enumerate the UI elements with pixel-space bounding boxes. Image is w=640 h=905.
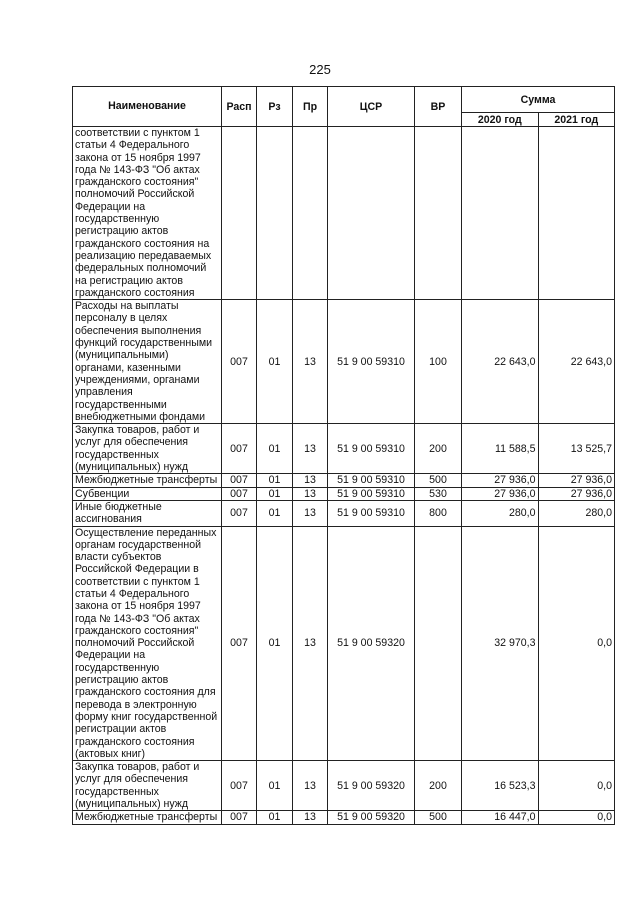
row-rasp: 007: [222, 811, 257, 824]
row-vr: 500: [415, 811, 462, 824]
row-csr: [328, 127, 415, 300]
header-csr: ЦСР: [328, 87, 415, 127]
row-sum-2021: 280,0: [538, 500, 615, 526]
row-sum-2021: 0,0: [538, 526, 615, 761]
table-row: [73, 487, 615, 500]
row-sum-2020: [462, 127, 539, 300]
row-rz: 01: [257, 474, 293, 487]
row-name: Субвенции: [73, 487, 222, 500]
row-sum-2021: 0,0: [538, 811, 615, 824]
row-sum-2020: 16 523,3: [462, 761, 539, 811]
row-rasp: 007: [222, 761, 257, 811]
row-sum-2021: 0,0: [538, 761, 615, 811]
row-pr: 13: [293, 761, 328, 811]
row-rz: 01: [257, 811, 293, 824]
row-rz: 01: [257, 761, 293, 811]
row-name: Закупка товаров, работ и услуг для обеспечения государственных (муниципальных) нужд: [73, 424, 222, 474]
row-rz: 01: [257, 500, 293, 526]
row-sum-2021: 13 525,7: [538, 424, 615, 474]
row-csr: 51 9 00 59320: [328, 526, 415, 761]
row-rasp: 007: [222, 500, 257, 526]
row-rz: 01: [257, 300, 293, 424]
page-number: 225: [309, 62, 331, 77]
row-csr: 51 9 00 59310: [328, 487, 415, 500]
row-rasp: [222, 127, 257, 300]
table-row: [73, 761, 615, 811]
row-rz: 01: [257, 526, 293, 761]
header-name: Наименование: [73, 87, 222, 127]
row-name: соответствии с пунктом 1 статьи 4 Федерального закона от 15 ноября 1997 года № 143-ФЗ "Об актах гражданского состояния" полномочий Российской Федерации на государственную регистрацию актов гражданского состояния на реализацию передаваемых федеральных полномочий на регистрацию актов гражданского состояния: [73, 127, 222, 300]
row-pr: 13: [293, 474, 328, 487]
row-rz: 01: [257, 487, 293, 500]
row-name: Иные бюджетные ассигнования: [73, 500, 222, 526]
row-sum-2020: 22 643,0: [462, 300, 539, 424]
row-csr: 51 9 00 59310: [328, 300, 415, 424]
table-row: [73, 811, 615, 824]
row-vr: 500: [415, 474, 462, 487]
row-name: Межбюджетные трансферты: [73, 811, 222, 824]
budget-table: [72, 86, 615, 825]
row-vr: [415, 127, 462, 300]
row-sum-2021: 22 643,0: [538, 300, 615, 424]
header-year-2021: 2021 год: [538, 113, 615, 127]
row-pr: 13: [293, 811, 328, 824]
header-pr: Пр: [293, 87, 328, 127]
row-csr: 51 9 00 59310: [328, 474, 415, 487]
table-row: [73, 500, 615, 526]
row-pr: [293, 127, 328, 300]
row-pr: 13: [293, 487, 328, 500]
row-vr: [415, 526, 462, 761]
row-sum-2020: 280,0: [462, 500, 539, 526]
header-vr: ВР: [415, 87, 462, 127]
row-vr: 530: [415, 487, 462, 500]
row-sum-2021: 27 936,0: [538, 487, 615, 500]
row-rasp: 007: [222, 474, 257, 487]
row-rasp: 007: [222, 487, 257, 500]
row-name: Расходы на выплаты персоналу в целях обеспечения выполнения функций государственными (муниципальными) органами, казенными учреждениями, органами управления государственными внебюджетными фондами: [73, 300, 222, 424]
row-sum-2021: [538, 127, 615, 300]
table-header: [73, 87, 615, 127]
header-rz: Рз: [257, 87, 293, 127]
table-row: [73, 127, 615, 300]
row-vr: 200: [415, 761, 462, 811]
row-sum-2020: 27 936,0: [462, 487, 539, 500]
row-vr: 200: [415, 424, 462, 474]
row-name: Закупка товаров, работ и услуг для обеспечения государственных (муниципальных) нужд: [73, 761, 222, 811]
row-pr: 13: [293, 526, 328, 761]
row-sum-2020: 32 970,3: [462, 526, 539, 761]
row-rz: [257, 127, 293, 300]
row-csr: 51 9 00 59310: [328, 424, 415, 474]
row-csr: 51 9 00 59320: [328, 811, 415, 824]
row-pr: 13: [293, 424, 328, 474]
row-csr: 51 9 00 59320: [328, 761, 415, 811]
row-name: Осуществление переданных органам государственной власти субъектов Российской Федерации в соответствии с пунктом 1 статьи 4 Федерального закона от 15 ноября 1997 года № 143-ФЗ "Об актах гражданского состояния" полномочий Российской Федерации на государственную регистрацию актов гражданского состояния для перевода в электронную форму книг государственной регистрации актов гражданского состояния (актовых книг): [73, 526, 222, 761]
table-row: [73, 474, 615, 487]
header-sum: Сумма: [462, 87, 615, 113]
row-vr: 800: [415, 500, 462, 526]
row-sum-2020: 16 447,0: [462, 811, 539, 824]
table-row: [73, 424, 615, 474]
row-pr: 13: [293, 500, 328, 526]
table-row: [73, 300, 615, 424]
header-year-2020: 2020 год: [462, 113, 539, 127]
row-name: Межбюджетные трансферты: [73, 474, 222, 487]
row-vr: 100: [415, 300, 462, 424]
row-rasp: 007: [222, 300, 257, 424]
row-pr: 13: [293, 300, 328, 424]
row-rasp: 007: [222, 424, 257, 474]
row-sum-2020: 11 588,5: [462, 424, 539, 474]
header-rasp: Расп: [222, 87, 257, 127]
row-rz: 01: [257, 424, 293, 474]
row-sum-2021: 27 936,0: [538, 474, 615, 487]
table-body: [73, 127, 615, 825]
table-row: [73, 526, 615, 761]
row-csr: 51 9 00 59310: [328, 500, 415, 526]
row-sum-2020: 27 936,0: [462, 474, 539, 487]
row-rasp: 007: [222, 526, 257, 761]
